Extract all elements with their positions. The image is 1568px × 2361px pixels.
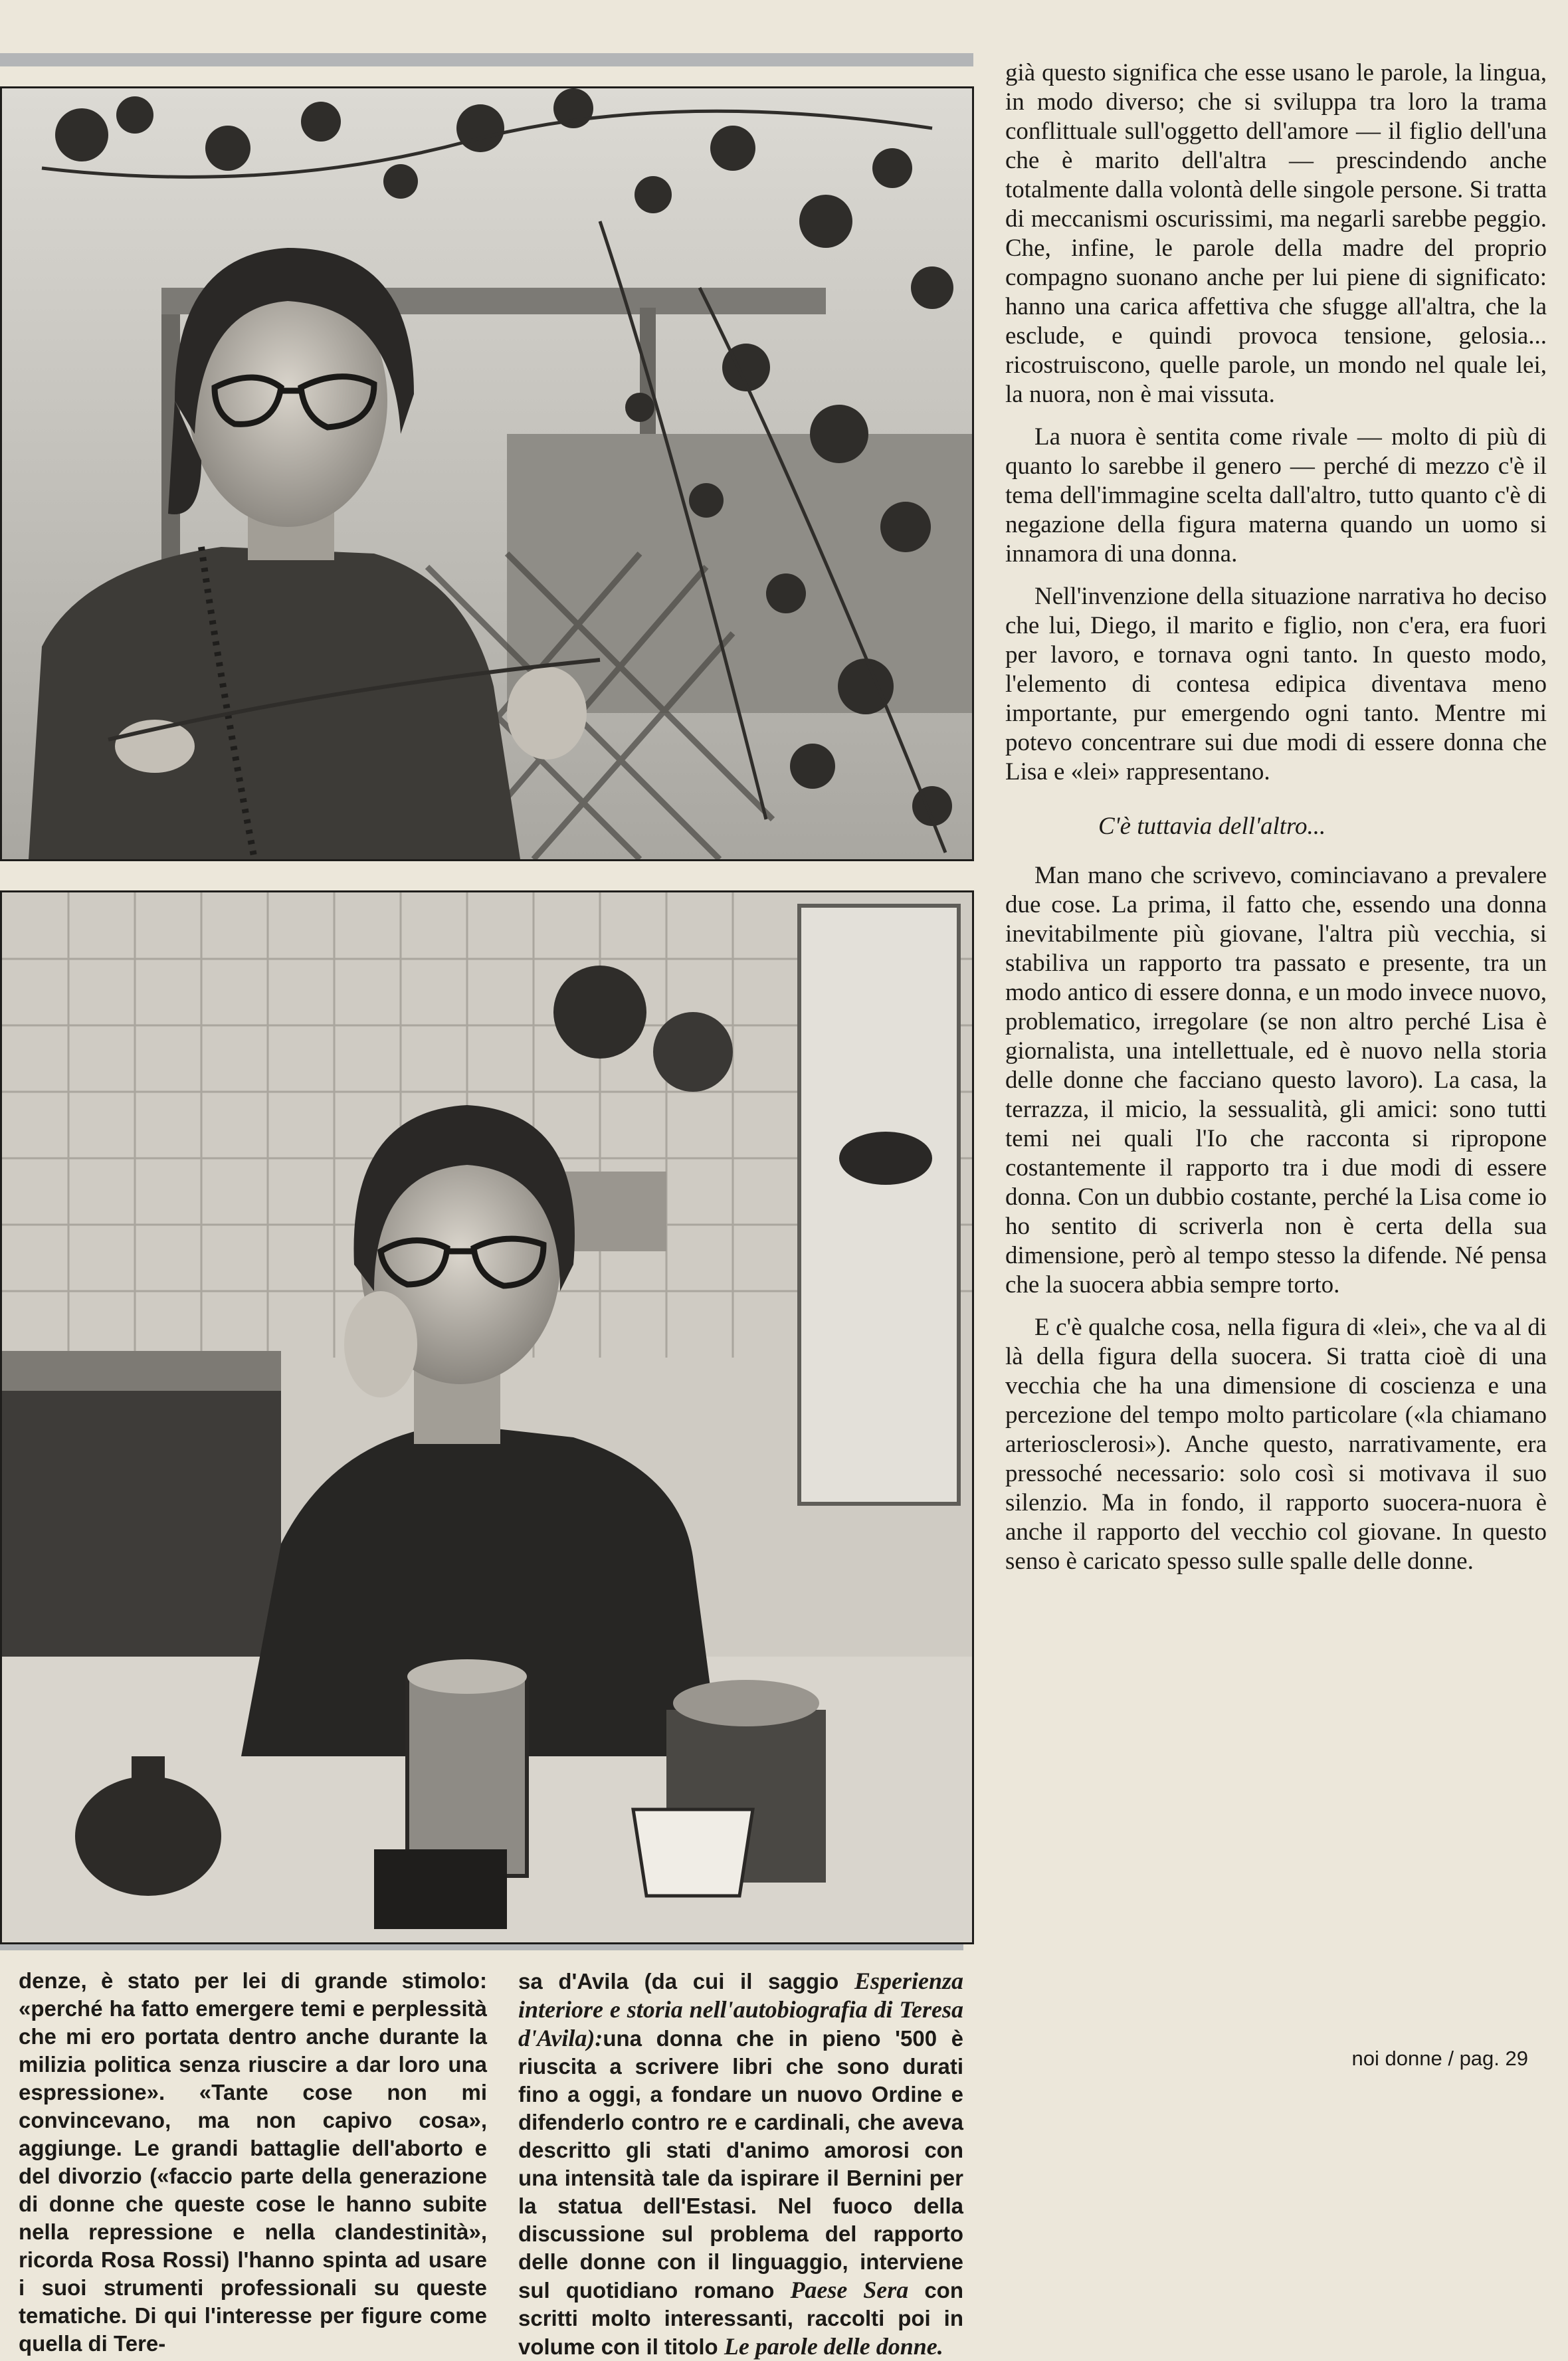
right-paragraph-3: Nell'invenzione della situazione narrativa ho deciso che lui, Diego, il marito e figlio, non c'era, era fuori per lavoro, e tornava ogni tanto. In questo modo, l'elemento di contesa edipica diventava meno importante, pur emergendo ogni tanto. Mentre mi potevo concentrare sui due modi di essere donna che Lisa e «lei» rappresentano. — [1005, 583, 1547, 785]
page-footer: noi donne / pag. 29 — [1351, 2047, 1528, 2070]
photo-woman-terrace — [0, 86, 974, 861]
bottom-middle-column — [518, 1967, 963, 2361]
bottom-middle-text-2: una donna che in pieno '500 è riuscita a scrivere libri che sono durati fino a oggi, a fondare un nuovo Ordine e difenderlo contro re e cardinali, che aveva descritto gli stati d'animo amorosi con una intensità tale da ispirare il Bernini per la statua dell'Estasi. Nel fuoco della discussione sul problema del rapporto delle donne con il linguaggio, interviene sul quotidiano romano — [518, 2026, 963, 2303]
bottom-left-text: denze, è stato per lei di grande stimolo: «perché ha fatto emergere temi e perplessità che mi ero portata dentro anche durante la milizia politica senza riuscire a dar loro una espressione». «Tante cose non mi convincevano, ma non capivo cosa», aggiunge. Le grandi battaglie dell'aborto e del divorzio («faccio parte della generazione di donne che queste cose le hanno subite nella repressione e nella clandestinità», ricorda Rosa Rossi) l'hanno spinta ad usare i suoi strumenti professionali su queste tematiche. Di qui l'interesse per figure come quella di Tere- — [19, 1968, 487, 2356]
right-paragraph-5: E c'è qualche cosa, nella figura di «lei», che va al di là della figura della suocera. Si tratta cioè di una vecchia che ha una dimensione di coscienza e una percezione del tempo molto particolare («la chiamano arteriosclerosi»). Anche questo, narrativamente, era pressoché necessario: solo così si motivava il suo silenzio. Ma in fondo, il rapporto suocera-nuora è anche il rapporto del vecchio col giovane. In questo senso è caricato spesso sulle spalle delle donne. — [1005, 1314, 1547, 1575]
bottom-left-column — [19, 1967, 487, 2358]
right-paragraph-4: Man mano che scrivevo, cominciavano a prevalere due cose. La prima, il fatto che, essendo una donna inevitabilmente più giovane, l'altra più vecchia, si stabiliva un rapporto tra passato e presente, tra un modo antico di essere donna, e un modo invece nuovo, problematico, irregolare (se non altro perché Lisa è giornalista, una intellettuale, ed è nuovo nella storia delle donne che facciano questo lavoro). La casa, la terrazza, il micio, la sessualità, gli amici: sono tutti temi nei quali l'Io che racconta si ripropone costantemente il rapporto tra i due modi di essere donna. Con un dubbio costante, perché la Lisa come io ho sentito di scriverla non è certa della sua dimensione, però al tempo stesso la difende. Né pensa che la suocera abbia sempre torto. — [1005, 862, 1547, 1298]
right-column — [1005, 58, 1547, 1576]
bottom-middle-text-3: con scritti molto interessanti, raccolti poi in volume con il titolo — [518, 2278, 963, 2359]
bottom-middle-text-1: sa d'Avila (da cui il saggio — [518, 1969, 854, 1994]
newspaper-name: Paese Sera — [790, 2277, 909, 2303]
photo-woman-kitchen — [0, 890, 974, 1944]
essay-title: Esperienza interiore e storia nell'autobiografia di Teresa d'Avila): — [518, 1968, 963, 2051]
right-paragraph-2: La nuora è sentita come rivale — molto di più di quanto lo sarebbe il genero — perché di mezzo c'è il tema dell'immagine scelta dall'altro, tutto quanto c'è di negazione della figura materna quando un uomo si innamora di una donna. — [1005, 423, 1547, 567]
book-title: Le parole delle donne. — [724, 2333, 943, 2360]
top-rule-left — [0, 53, 973, 66]
bottom-middle-text — [518, 1967, 963, 2361]
subheading: C'è tuttavia dell'altro... — [1098, 813, 1326, 840]
right-paragraph-1: già questo significa che esse usano le parole, la lingua, in modo diverso; che si sviluppa tra loro la trama conflittuale sull'oggetto dell'amore — il figlio dell'una che è marito dell'altra — prescindendo anche totalmente dalla volontà delle singole persone. Si tratta di meccanismi oscurissimi, ma negarli sarebbe peggio. Che, infine, le parole della madre del proprio compagno suonano anche per lui piene di significato: hanno una carica affettiva che sfugge all'altra, che la esclude, e quindi provoca tensione, gelosia... ricostruiscono, quelle parole, un mondo nel quale lei, la nuora, non è mai vissuta. — [1005, 59, 1547, 408]
